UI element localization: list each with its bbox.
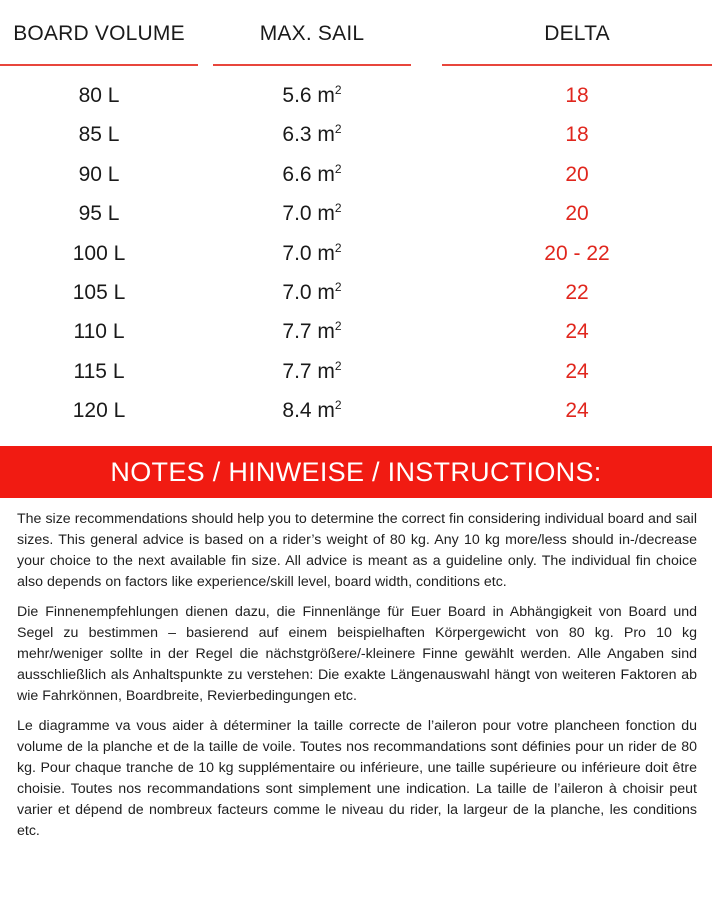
note-german: Die Finnenempfehlungen dienen dazu, die Finnenlänge für Euer Board in Abhängigkeit von Board und Segel zu bestimmen – basierend auf einem beispielhaften Körpergewicht von 80 kg. Pro 10 kg mehr/weniger sollte in der Regel die nächstgrößere/-kleinere Finne gewählt werden. Alle Angaben sind ausschließlich als Anhaltspunkte zu verstehen: Die exakte Längenauswahl hängt von weiteren Faktoren ab wie Fahrkönnen, Boardbreite, Revierbedingungen etc. <box>17 604 697 704</box>
sail-cell: 7.0 $m^2$ <box>282 201 342 226</box>
table-row <box>0 275 712 314</box>
sail-cell: 7.0 $m^2$ <box>282 240 342 265</box>
volume-cell: 120 L <box>72 399 126 423</box>
sail-cell: 6.3 $m^2$ <box>282 122 342 147</box>
header-underline <box>442 64 712 66</box>
sail-cell: 7.0 $m^2$ <box>282 279 342 304</box>
notes-section <box>17 509 697 851</box>
sail-cell: 5.6 $m^2$ <box>282 83 342 107</box>
note-french: Le diagramme va vous aider à déterminer la taille correcte de l’aileron pour votre plancheen fonction du volume de la planche et de la taille de voile. Toutes nos recommandations sont définies pour un rider de 80 kg. Pour chaque tranche de 10 kg supplémentaire ou inférieure, une taille supérieure ou inférieure doit être choisie. Toutes nos recommandations sont simplement une indication. La taille de l’aileron à choisir peut varier et dépend de nombreux facteurs comme le niveau du rider, la largeur de la planche, les conditions etc. <box>17 718 697 839</box>
header-underline <box>0 64 198 66</box>
delta-cell: 18 <box>565 123 589 147</box>
volume-cell: 80 L <box>78 84 120 107</box>
notes-banner: NOTES / HINWEISE / INSTRUCTIONS: <box>0 446 712 498</box>
sail-cell: 7.7 $m^2$ <box>282 358 342 383</box>
table-row <box>0 78 712 117</box>
volume-cell: 100 L <box>72 241 126 265</box>
header-delta: DELTA <box>544 22 610 45</box>
fin-size-table <box>0 0 712 423</box>
delta-cell: 20 <box>565 162 589 186</box>
volume-cell: 95 L <box>78 202 120 226</box>
header-underline <box>213 64 411 66</box>
delta-cell: 24 <box>565 320 589 344</box>
table-row <box>0 314 712 353</box>
delta-cell: 20 - 22 <box>544 241 610 265</box>
delta-cell: 24 <box>565 359 589 383</box>
table-header <box>0 0 712 68</box>
table-row <box>0 157 712 196</box>
delta-cell: 20 <box>565 202 589 226</box>
delta-cell: 24 <box>565 399 589 423</box>
volume-cell: 105 L <box>72 280 126 304</box>
note-english: The size recommendations should help you to determine the correct fin considering individual board and sail sizes. This general advice is based on a rider’s weight of 80 kg. Any 10 kg more/less should in-/decrease your choice to the next available fin size. All advice is meant as a guideline only. The individual fin choice also depends on factors like experience/skill level, board width, conditions etc. <box>17 511 697 590</box>
delta-cell: 22 <box>565 280 589 304</box>
volume-cell: 110 L <box>73 320 125 344</box>
table-row <box>0 117 712 156</box>
table-row <box>0 354 712 393</box>
volume-cell: 90 L <box>78 162 120 186</box>
header-max-sail: MAX. SAIL <box>259 22 365 45</box>
table-row <box>0 196 712 235</box>
sail-cell: 8.4 $m^2$ <box>282 398 342 423</box>
volume-cell: 115 L <box>73 359 125 383</box>
table-row <box>0 236 712 275</box>
header-board-volume: BOARD VOLUME <box>13 22 185 45</box>
sail-cell: 6.6 $m^2$ <box>282 161 342 186</box>
table-body <box>0 78 712 433</box>
volume-cell: 85 L <box>78 123 120 147</box>
delta-cell: 18 <box>565 84 589 107</box>
table-row <box>0 393 712 432</box>
sail-cell: 7.7 $m^2$ <box>282 319 342 344</box>
